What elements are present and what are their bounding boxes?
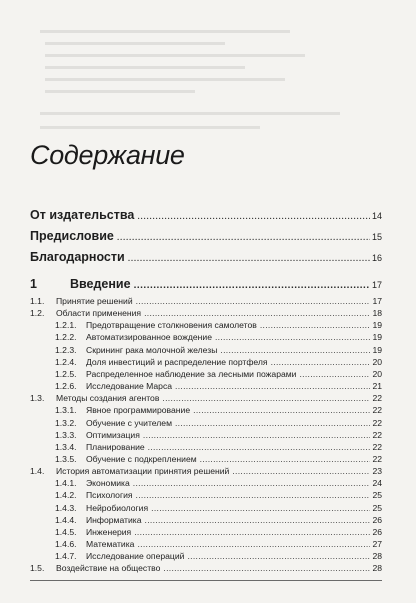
page-title: Содержание: [30, 140, 185, 170]
entry-title: Исследование Марса: [86, 381, 173, 392]
dot-leader: [187, 551, 370, 561]
dot-leader: [200, 454, 371, 464]
toc-entry[interactable]: [30, 551, 382, 561]
dot-leader: [175, 381, 370, 391]
dot-leader: [136, 296, 371, 306]
dot-leader: [137, 211, 370, 222]
toc-entry[interactable]: [30, 381, 382, 391]
toc-entry[interactable]: [30, 345, 382, 355]
dot-leader: [133, 478, 371, 488]
entry-number: 1.3.5.: [55, 454, 77, 464]
entry-page: 21: [372, 381, 382, 392]
entry-page: 28: [372, 551, 382, 562]
entry-page: 18: [372, 308, 382, 319]
entry-page: 25: [372, 502, 382, 513]
dot-leader: [162, 393, 370, 403]
entry-title: Методы создания агентов: [56, 393, 160, 404]
entry-number: 1.4.1.: [55, 478, 77, 489]
entry-page: 22: [372, 405, 382, 416]
toc-entry[interactable]: [30, 454, 382, 464]
toc-entry[interactable]: [30, 466, 382, 476]
entry-title: История автоматизации принятия решений: [56, 466, 230, 477]
dot-leader: [193, 405, 370, 415]
dot-leader: [134, 527, 370, 537]
dot-leader: [134, 280, 370, 291]
entry-number: 1.4.2.: [55, 490, 77, 501]
entry-title: Области применения: [56, 308, 142, 319]
toc-entry[interactable]: [30, 515, 382, 525]
dot-leader: [232, 466, 370, 476]
entry-title: Исследование операций: [86, 551, 185, 562]
entry-page: 25: [372, 490, 382, 501]
entry-title: От издательства: [30, 208, 135, 222]
entry-title: Явное программирование: [86, 405, 191, 416]
entry-page: 24: [372, 478, 382, 489]
entry-title: Психология: [86, 490, 133, 501]
entry-page: 27: [372, 539, 382, 549]
toc-front-entry[interactable]: [30, 208, 382, 222]
entry-title: Принятие решений: [56, 296, 133, 306]
entry-title: Обучение с подкреплением: [86, 454, 197, 464]
toc-entry[interactable]: [30, 296, 382, 306]
toc-entry[interactable]: [30, 527, 382, 537]
entry-title: Распределенное наблюдение за лесными пожарами: [86, 368, 297, 379]
entry-number: 1.2.6.: [55, 381, 77, 392]
dot-leader: [117, 232, 370, 243]
entry-number: 1.4.3.: [55, 502, 77, 513]
entry-page: 22: [372, 429, 382, 440]
toc-entry[interactable]: [30, 369, 382, 379]
toc-entry[interactable]: [30, 308, 382, 318]
entry-number: 1.1.: [30, 296, 45, 306]
toc-entry[interactable]: [30, 503, 382, 513]
entry-title: Скрининг рака молочной железы: [86, 344, 218, 355]
entry-page: 15: [371, 232, 382, 242]
entry-title: Автоматизированное вождение: [86, 332, 212, 343]
toc-entry[interactable]: [30, 405, 382, 415]
entry-title: Предисловие: [30, 229, 114, 243]
dot-leader: [175, 418, 370, 428]
dot-leader: [136, 490, 371, 500]
entry-page: 22: [372, 454, 382, 464]
entry-title: Математика: [86, 539, 135, 549]
entry-title: Предотвращение столкновения самолетов: [86, 320, 257, 331]
entry-page: 16: [371, 253, 382, 263]
toc-entry[interactable]: [30, 418, 382, 428]
toc-entry[interactable]: [30, 357, 382, 367]
dot-leader: [151, 503, 370, 513]
dot-leader: [137, 539, 370, 549]
toc-entry[interactable]: [30, 478, 382, 488]
entry-title: Информатика: [86, 514, 142, 525]
entry-number: 1.3.: [30, 393, 45, 404]
entry-page: 14: [371, 211, 382, 221]
entry-number: 1.2.4.: [55, 356, 77, 367]
entry-number: 1.2.3.: [55, 344, 77, 355]
entry-title: Благодарности: [30, 250, 125, 264]
entry-number: 1.4.6.: [55, 539, 77, 549]
entry-title: Планирование: [86, 441, 145, 452]
toc-chapter-entry[interactable]: [30, 277, 382, 291]
toc-entry[interactable]: [30, 490, 382, 500]
entry-number: 1.3.4.: [55, 441, 77, 452]
entry-number: 1.4.4.: [55, 514, 77, 525]
entry-number: 1.2.2.: [55, 332, 77, 343]
entry-number: 1.4.7.: [55, 551, 77, 562]
toc-entry[interactable]: [30, 332, 382, 342]
entry-number: 1.2.1.: [55, 320, 77, 331]
toc-entry[interactable]: [30, 393, 382, 403]
entry-page: 17: [372, 296, 382, 306]
entry-number: 1.4.5.: [55, 526, 77, 537]
entry-page: 28: [372, 563, 382, 574]
entry-number: 1.4.: [30, 466, 45, 477]
entry-title: Нейробиология: [86, 502, 149, 513]
entry-page: 22: [372, 393, 382, 404]
toc-entry[interactable]: [30, 430, 382, 440]
entry-title: Обучение с учителем: [86, 417, 172, 428]
entry-page: 19: [372, 344, 382, 355]
toc-entry[interactable]: [30, 320, 382, 330]
dot-leader: [143, 430, 371, 440]
chapter-number: 1: [30, 277, 37, 291]
dot-leader: [220, 345, 370, 355]
toc-entry[interactable]: [30, 539, 382, 549]
entry-title: Экономика: [86, 478, 130, 489]
entry-number: 1.2.: [30, 308, 45, 319]
entry-title: Оптимизация: [86, 429, 140, 440]
entry-number: 1.3.3.: [55, 429, 77, 440]
dot-leader: [163, 563, 370, 573]
dot-leader: [148, 442, 371, 452]
dot-leader: [128, 253, 370, 264]
entry-title: Воздействие на общество: [56, 563, 161, 574]
entry-page: 20: [372, 368, 382, 379]
entry-page: 17: [371, 280, 382, 290]
entry-number: 1.3.1.: [55, 405, 77, 416]
dot-leader: [299, 369, 370, 379]
entry-page: 26: [372, 526, 382, 537]
entry-page: 22: [372, 417, 382, 428]
entry-title: Доля инвестиций и распределение портфеля: [86, 356, 268, 367]
entry-number: 1.3.2.: [55, 417, 77, 428]
dot-leader: [260, 320, 371, 330]
entry-page: 22: [372, 441, 382, 452]
toc-entry[interactable]: [30, 563, 382, 573]
entry-title: Инженерия: [86, 526, 132, 537]
bottom-rule: [30, 580, 382, 581]
entry-number: 1.2.5.: [55, 368, 77, 379]
entry-page: 23: [372, 466, 382, 477]
dot-leader: [215, 332, 370, 342]
entry-page: 19: [372, 320, 382, 331]
dot-leader: [144, 308, 370, 318]
entry-number: 1.5.: [30, 563, 45, 574]
entry-page: 20: [372, 356, 382, 367]
dot-leader: [145, 515, 371, 525]
chapter-title: Введение: [70, 277, 131, 291]
bleed-through-text: [0, 0, 416, 150]
toc-front-entry[interactable]: [30, 250, 382, 264]
dot-leader: [271, 357, 371, 367]
toc-front-entry[interactable]: [30, 229, 382, 243]
toc-entry[interactable]: [30, 442, 382, 452]
entry-page: 26: [372, 514, 382, 525]
entry-page: 19: [372, 332, 382, 343]
